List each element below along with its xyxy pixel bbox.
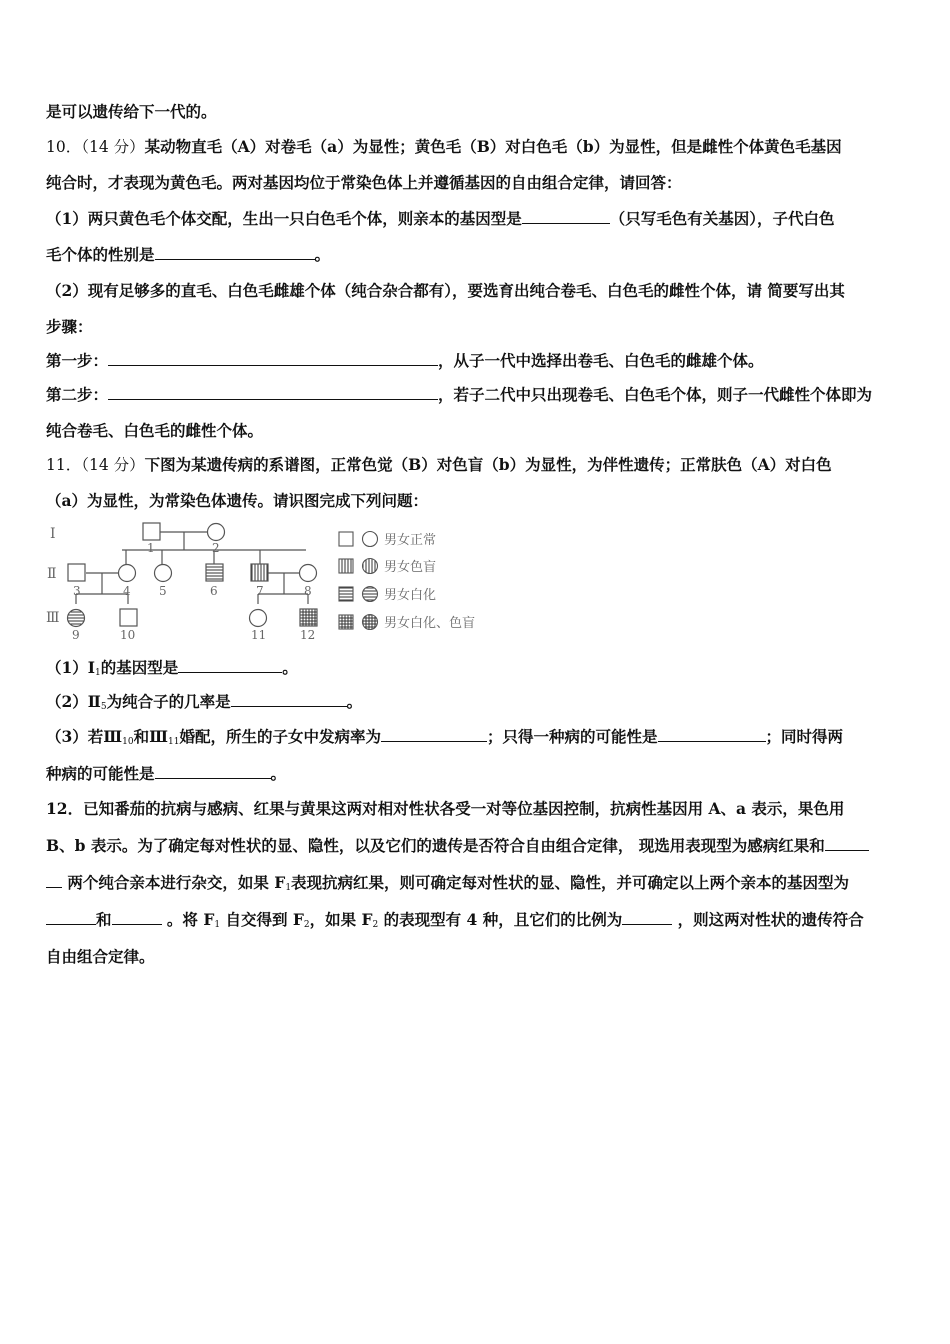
text: 。将 F [166,910,215,929]
text: B、b 表示。为了确定每对性状的显、隐性，以及它们的遗传是否符合自由组合定律， 现选用表现型为感病红果和 [46,836,825,855]
answer-blank[interactable] [108,385,438,400]
question-10-line-2 [46,173,682,193]
label-11: 11 [251,628,267,642]
question-10-line-8 [46,385,872,405]
text: 和 [96,910,112,929]
question-10-line-6 [46,317,93,337]
question-11-line-2 [46,491,428,511]
individual-5-female-normal [155,565,172,582]
label-10: 10 [120,628,136,642]
question-11-sub-3-cont [46,764,286,784]
answer-blank-cont[interactable] [46,873,62,888]
individual-10-male-normal [120,609,137,626]
question-11-sub-1 [46,658,298,683]
answer-blank[interactable] [155,245,315,260]
answer-blank[interactable] [522,209,610,224]
text: ，如果 F [309,910,373,929]
text: （1）Ⅰ [46,658,96,677]
legend-normal: 男女正常 [384,533,437,548]
text: 自由组合定律。 [46,947,155,966]
question-10-line-9 [46,421,263,441]
question-10-line-3 [46,209,835,229]
subscript: 11 [168,737,180,747]
individual-12-male-albino-colorblind [300,609,317,626]
text-line [46,102,217,122]
question-10-line-1 [46,137,842,157]
text: 毛个体的性别是 [46,245,155,264]
individual-7-male-colorblind [251,564,268,581]
text: 。 [282,658,298,677]
text: 的基因型是 [100,658,179,677]
label-4: 4 [123,584,131,598]
label-1: 1 [147,541,155,555]
question-12-line-3 [46,873,849,898]
label-7: 7 [256,584,264,598]
text: 。 [270,764,287,783]
answer-blank[interactable] [178,658,282,673]
text: ，从子一代中选择出卷毛、白色毛的雌雄个体。 [438,351,764,370]
text: 两个纯合亲本进行杂交，如果 F [67,873,286,892]
text: （1）两只黄色毛个体交配，生出一只白色毛个体，则亲本的基因型是 [46,209,522,228]
text: （2）现有足够多的直毛、白色毛雌雄个体（纯合杂合都有），要选育出纯合卷毛、白色毛的雌性个体，请 简要写出其 [46,281,845,300]
text: ，则这两对性状的遗传符合 [677,910,864,929]
label-8: 8 [304,584,312,598]
question-11-sub-2 [46,692,362,717]
text: 表现抗病红果，则可确定每对性状的显、隐性，并可确定以上两个亲本的基因型为 [291,873,850,892]
generation-label-2: Ⅱ [47,566,57,582]
label-3: 3 [73,584,81,598]
text: 婚配，所生的子女中发病率为 [179,727,381,746]
legend-albino-colorblind: 男女白化、色盲 [384,616,476,631]
label-6: 6 [210,584,218,598]
text: 纯合时，才表现为黄色毛。两对基因均位于常染色体上并遵循基因的自由组合定律，请回答： [46,173,682,192]
pedigree-legend [339,532,475,632]
answer-blank[interactable] [622,910,672,925]
label-9: 9 [72,628,80,642]
question-11-sub-3 [46,727,843,752]
text: （只写毛色有关基因），子代白色 [609,209,835,228]
question-11-line-1 [46,455,832,475]
answer-blank[interactable] [231,692,347,707]
text: 第二步： [46,385,109,404]
individual-11-female-normal [250,610,267,627]
text: 某动物直毛（A）对卷毛（a）为显性；黄色毛（B）对白色毛（b）为显性，但是雌性个体黄色毛基因 [144,137,842,156]
answer-blank[interactable] [155,764,271,779]
text: 。 [314,245,331,264]
question-12-line-5 [46,947,155,967]
legend-colorblind: 男女色盲 [384,560,437,575]
legend-albino: 男女白化 [384,588,437,603]
text: 步骤： [46,317,93,336]
subscript: 1 [95,668,101,678]
subscript: 10 [122,737,134,747]
subscript: 1 [214,920,221,930]
text: 和Ⅲ [133,727,169,746]
question-10-line-5 [46,281,845,301]
text: 。 [346,692,363,711]
answer-blank[interactable] [825,836,869,851]
text: 自交得到 F [220,910,304,929]
text: 是可以遗传给下一代的。 [46,102,217,121]
subscript: 5 [100,702,107,712]
text: 纯合卷毛、白色毛的雌性个体。 [46,421,264,440]
pedigree-diagram [44,518,514,646]
text: 下图为某遗传病的系谱图，正常色觉（B）对色盲（b）为显性，为伴性遗传；正常肤色（A）对白色 [144,455,832,474]
text: （3）若Ⅲ [46,727,123,746]
subscript: 2 [303,920,310,930]
individual-6-male-albino [206,564,223,581]
question-number: 11．（14 分） [46,456,145,474]
generation-label-3: Ⅲ [46,610,60,626]
generation-label-1: Ⅰ [50,526,56,542]
individual-1-male-normal [143,523,160,540]
individual-2-female-normal [208,524,225,541]
question-12-line-1 [46,799,844,819]
individual-8-female-normal [300,565,317,582]
text: 为纯合子的几率是 [106,692,231,711]
question-number: 10．（14 分） [46,138,145,156]
question-10-line-7 [46,351,764,371]
individual-3-male-normal [68,564,85,581]
question-12-line-4 [46,910,864,935]
text: 的表现型有 4 种，且它们的比例为 [378,910,623,929]
text: 种病的可能性是 [46,764,155,783]
individual-4-female-normal [119,565,136,582]
text: ；只得一种病的可能性是 [486,727,658,746]
answer-blank[interactable] [108,351,438,366]
text: （2）Ⅱ [46,692,101,711]
text: （a）为显性，为常染色体遗传。请识图完成下列问题： [46,491,429,510]
individual-9-female-albino [68,610,85,627]
subscript: 1 [285,883,292,893]
subscript: 2 [372,920,379,930]
label-12: 12 [300,628,316,642]
answer-blank[interactable] [46,910,96,925]
text: 12．已知番茄的抗病与感病、红果与黄果这两对相对性状各受一对等位基因控制，抗病性基因用 A、a 表示，果色用 [46,799,845,818]
answer-blank[interactable] [658,727,766,742]
label-5: 5 [159,584,167,598]
text: 第一步： [46,351,109,370]
question-10-line-4 [46,245,330,265]
answer-blank[interactable] [381,727,487,742]
text: ，若子二代中只出现卷毛、白色毛个体，则子一代雌性个体即为 [438,385,873,404]
answer-blank[interactable] [112,910,162,925]
text: ；同时得两 [765,727,844,746]
question-12-line-2 [46,836,869,856]
label-2: 2 [212,541,220,555]
